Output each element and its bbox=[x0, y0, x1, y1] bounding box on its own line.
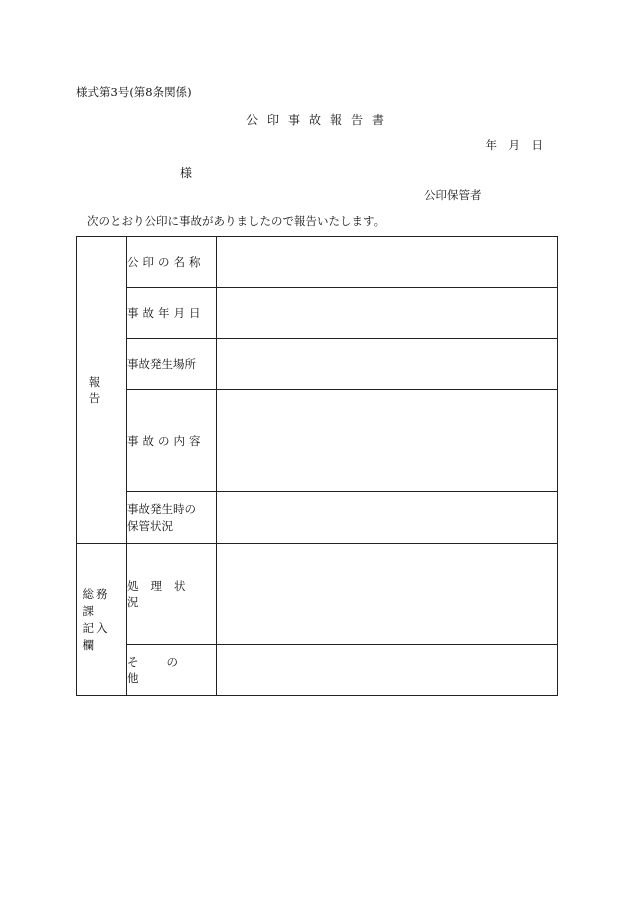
table-row bbox=[77, 390, 558, 492]
admin-section-cell bbox=[77, 544, 127, 696]
incident-details-field[interactable] bbox=[217, 390, 558, 492]
incident-date-field[interactable] bbox=[217, 288, 558, 339]
incident-date-label-cell bbox=[127, 288, 217, 339]
handling-status-label: 処理状況 bbox=[127, 579, 198, 609]
storage-status-label-line1: 事故発生時の bbox=[127, 501, 196, 516]
other-label-cell bbox=[127, 645, 217, 696]
incident-date-label: 事故年月日 bbox=[127, 306, 205, 320]
report-table bbox=[76, 236, 558, 696]
admin-section-label-line2: 記入欄 bbox=[82, 620, 110, 652]
intro-text: 次のとおり公印に事故がありましたので報告いたします。 bbox=[87, 214, 386, 228]
incident-details-label: 事故の内容 bbox=[127, 433, 205, 448]
storage-status-label-line2: 保管状況 bbox=[127, 518, 173, 533]
incident-location-label: 事故発生場所 bbox=[127, 357, 196, 371]
handling-status-label-cell bbox=[127, 544, 217, 645]
table-row bbox=[77, 339, 558, 390]
issuer-title: 公印保管者 bbox=[424, 188, 482, 202]
table-row bbox=[77, 237, 558, 288]
report-section-cell bbox=[77, 237, 127, 544]
other-field[interactable] bbox=[217, 645, 558, 696]
table-row bbox=[77, 544, 558, 645]
document-title: 公印事故報告書 bbox=[245, 113, 393, 127]
form-number: 様式第3号(第8条関係) bbox=[76, 85, 192, 99]
admin-section-label bbox=[83, 586, 121, 654]
incident-location-label-cell bbox=[127, 339, 217, 390]
incident-details-label-cell bbox=[127, 390, 217, 492]
storage-status-field[interactable] bbox=[217, 492, 558, 544]
table-row bbox=[77, 492, 558, 544]
seal-name-field[interactable] bbox=[217, 237, 558, 288]
handling-status-field[interactable] bbox=[217, 544, 558, 645]
date-line: 年 月 日 bbox=[485, 138, 543, 152]
seal-name-label: 公印の名称 bbox=[127, 255, 205, 269]
admin-section-label-line1: 総務課 bbox=[82, 586, 110, 618]
addressee-honorific: 様 bbox=[180, 166, 193, 180]
incident-location-field[interactable] bbox=[217, 339, 558, 390]
seal-name-label-cell bbox=[127, 237, 217, 288]
storage-status-label-cell bbox=[127, 492, 217, 544]
table-row bbox=[77, 288, 558, 339]
other-label: その他 bbox=[127, 655, 206, 685]
table-row bbox=[77, 645, 558, 696]
report-section-label: 報告 bbox=[88, 375, 115, 405]
